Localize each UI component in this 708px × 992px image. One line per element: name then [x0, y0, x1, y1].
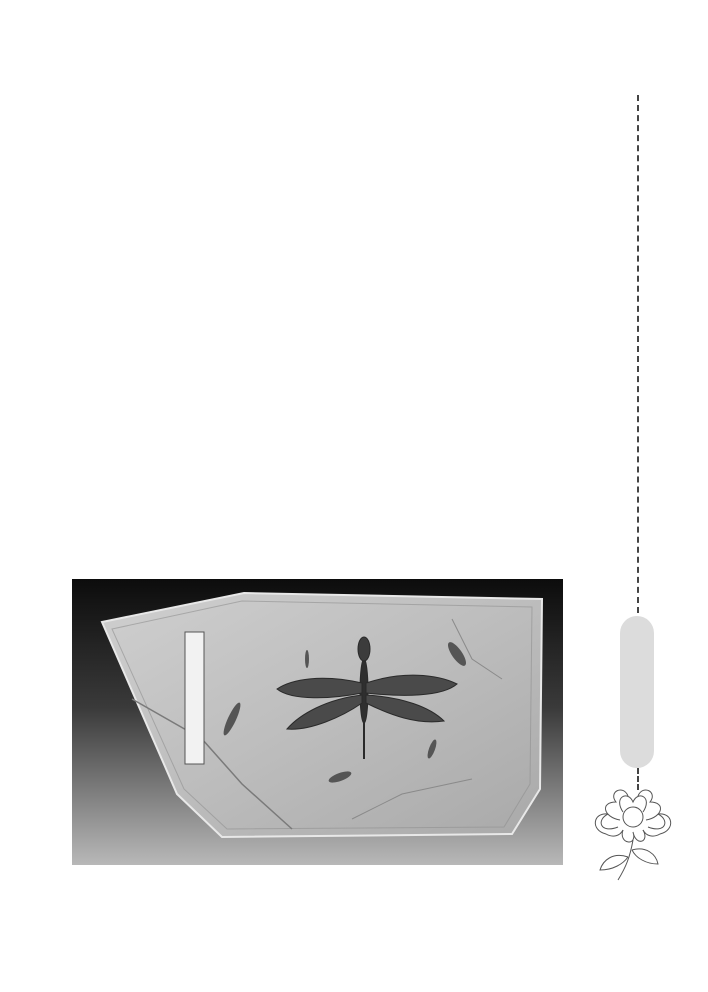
- margin-dashed-line-top: [637, 95, 639, 613]
- bottom-star-border: [72, 886, 592, 910]
- body-text: [82, 90, 578, 580]
- fossil-photo: [72, 579, 563, 865]
- peony-flower-icon: [578, 772, 688, 884]
- top-star-border: [72, 64, 592, 88]
- section-tab: [620, 616, 654, 768]
- ruler: [185, 632, 204, 764]
